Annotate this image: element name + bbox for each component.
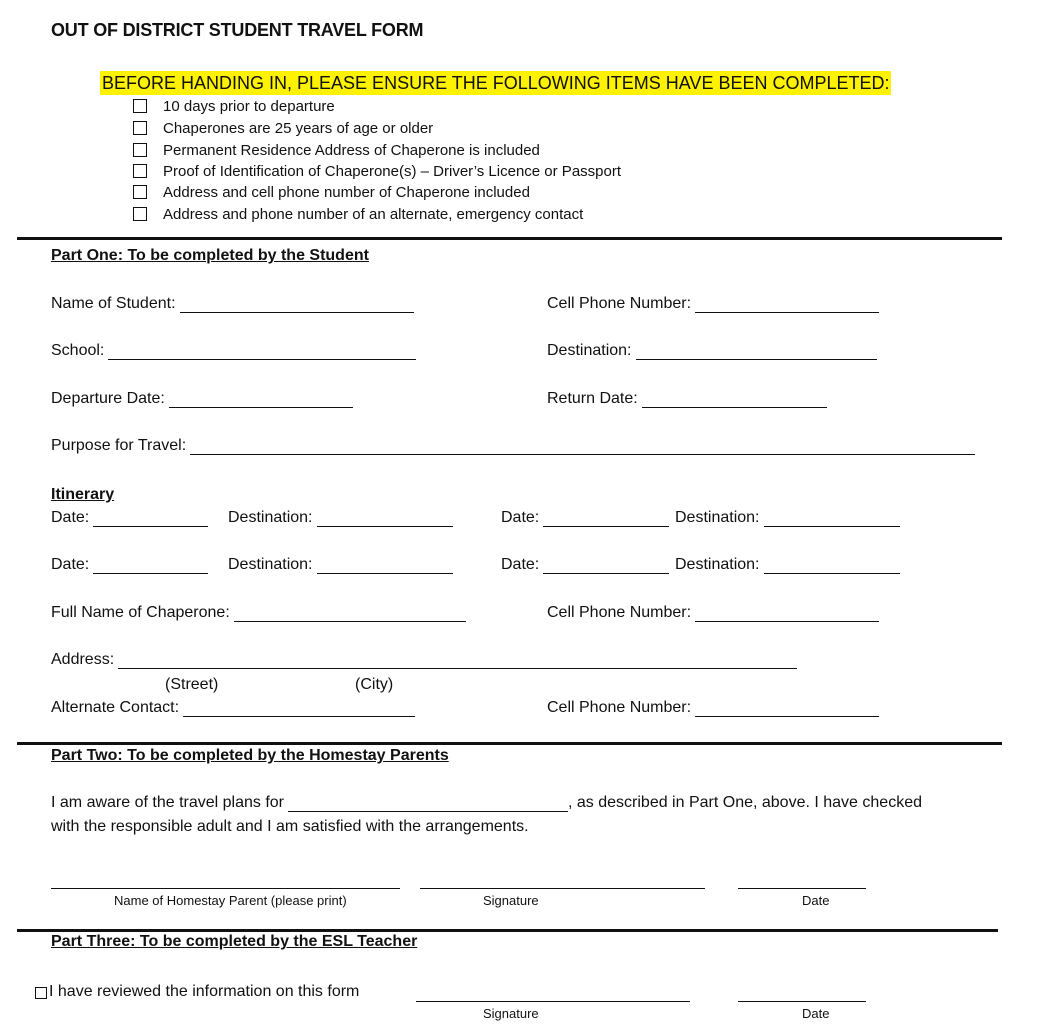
student-name-blank[interactable] — [288, 796, 568, 812]
student-name-label: Name of Student: — [51, 295, 176, 312]
itinerary-heading: Itinerary — [51, 486, 115, 503]
student-cell-field[interactable] — [547, 295, 879, 313]
purpose-field[interactable] — [51, 437, 975, 455]
purpose-input[interactable] — [190, 439, 975, 455]
checklist-item-label: Proof of Identification of Chaperone(s) – Driver’s Licence or Passport — [163, 162, 622, 180]
chaperone-name-field[interactable] — [51, 604, 466, 622]
itinerary-date-label: Date: — [51, 556, 90, 573]
part-one-heading: Part One: To be completed by the Student — [51, 247, 369, 264]
destination-field[interactable] — [547, 342, 877, 360]
checkbox[interactable] — [133, 99, 147, 113]
return-date-input[interactable] — [642, 392, 827, 408]
alternate-contact-input[interactable] — [183, 701, 415, 717]
itinerary-date-input[interactable] — [93, 558, 208, 574]
part-two-heading: Part Two: To be completed by the Homestay Parents — [51, 747, 449, 764]
itinerary-destination-label: Destination: — [228, 509, 313, 526]
itinerary-date-label: Date: — [51, 509, 90, 526]
checkbox[interactable] — [133, 121, 147, 135]
alternate-cell-label: Cell Phone Number: — [547, 699, 692, 716]
homestay-signature-caption: Signature — [483, 893, 539, 908]
purpose-label: Purpose for Travel: — [51, 437, 187, 454]
departure-date-label: Departure Date: — [51, 390, 165, 407]
student-cell-input[interactable] — [695, 297, 879, 313]
itinerary-destination-input[interactable] — [764, 511, 900, 527]
student-cell-label: Cell Phone Number: — [547, 295, 692, 312]
return-date-label: Return Date: — [547, 390, 638, 407]
review-text: I have reviewed the information on this form — [49, 983, 360, 1000]
checklist-item[interactable] — [133, 118, 433, 138]
travel-plans-statement — [51, 794, 922, 812]
itinerary-destination-field[interactable] — [228, 556, 453, 574]
chaperone-name-input[interactable] — [234, 606, 466, 622]
travel-plans-text-b: , as described in Part One, above. I have checked — [568, 794, 922, 811]
itinerary-date-field[interactable] — [51, 556, 208, 574]
itinerary-date-field[interactable] — [501, 556, 669, 574]
itinerary-destination-input[interactable] — [764, 558, 900, 574]
teacher-review-row[interactable] — [35, 983, 359, 1001]
itinerary-date-input[interactable] — [543, 511, 669, 527]
checklist-item-label: 10 days prior to departure — [163, 97, 335, 115]
section-divider — [17, 237, 1002, 240]
itinerary-destination-label: Destination: — [675, 556, 760, 573]
address-field[interactable] — [51, 651, 797, 669]
section-divider — [17, 929, 998, 932]
checklist-item-label: Address and cell phone number of Chaperone included — [163, 183, 530, 201]
destination-input[interactable] — [636, 344, 877, 360]
checklist-item[interactable] — [133, 204, 583, 224]
teacher-signature-line[interactable] — [416, 986, 690, 1002]
itinerary-date-label: Date: — [501, 556, 540, 573]
alternate-cell-input[interactable] — [695, 701, 879, 717]
checkbox[interactable] — [133, 207, 147, 221]
chaperone-cell-field[interactable] — [547, 604, 879, 622]
checklist-item[interactable] — [133, 96, 335, 116]
itinerary-destination-field[interactable] — [228, 509, 453, 527]
itinerary-destination-input[interactable] — [317, 558, 453, 574]
itinerary-destination-field[interactable] — [675, 556, 900, 574]
destination-label: Destination: — [547, 342, 632, 359]
homestay-signature-line[interactable] — [420, 873, 705, 889]
checkbox[interactable] — [133, 164, 147, 178]
street-caption: (Street) — [165, 676, 219, 693]
checkbox[interactable] — [133, 143, 147, 157]
instruction-highlight: BEFORE HANDING IN, PLEASE ENSURE THE FOLLOWING ITEMS HAVE BEEN COMPLETED: — [102, 73, 890, 93]
part-three-heading: Part Three: To be completed by the ESL Teacher — [51, 933, 418, 950]
section-divider — [17, 742, 1002, 745]
checklist-item-label: Address and phone number of an alternate, emergency contact — [163, 205, 584, 223]
itinerary-date-input[interactable] — [93, 511, 208, 527]
checklist-item[interactable] — [133, 140, 540, 160]
departure-date-field[interactable] — [51, 390, 353, 408]
homestay-parent-name-line[interactable] — [51, 873, 400, 889]
homestay-date-caption: Date — [802, 893, 830, 908]
checklist-item-label: Chaperones are 25 years of age or older — [163, 119, 434, 137]
checklist-item[interactable] — [133, 182, 530, 202]
teacher-date-line[interactable] — [738, 986, 866, 1002]
city-caption: (City) — [355, 676, 394, 693]
teacher-signature-caption: Signature — [483, 1006, 539, 1021]
form-title: OUT OF DISTRICT STUDENT TRAVEL FORM — [51, 20, 424, 40]
travel-plans-text-c: with the responsible adult and I am satisfied with the arrangements. — [51, 818, 529, 835]
school-label: School: — [51, 342, 105, 359]
teacher-date-caption: Date — [802, 1006, 830, 1021]
school-input[interactable] — [108, 344, 416, 360]
itinerary-destination-field[interactable] — [675, 509, 900, 527]
checklist-item[interactable] — [133, 161, 621, 181]
itinerary-date-label: Date: — [501, 509, 540, 526]
student-name-field[interactable] — [51, 295, 414, 313]
review-checkbox[interactable] — [35, 987, 47, 999]
school-field[interactable] — [51, 342, 416, 360]
address-input[interactable] — [118, 653, 797, 669]
return-date-field[interactable] — [547, 390, 827, 408]
itinerary-destination-label: Destination: — [228, 556, 313, 573]
student-name-input[interactable] — [180, 297, 414, 313]
itinerary-date-field[interactable] — [501, 509, 669, 527]
itinerary-destination-input[interactable] — [317, 511, 453, 527]
itinerary-date-field[interactable] — [51, 509, 208, 527]
checklist-item-label: Permanent Residence Address of Chaperone is included — [163, 141, 540, 159]
chaperone-name-label: Full Name of Chaperone: — [51, 604, 230, 621]
checkbox[interactable] — [133, 185, 147, 199]
chaperone-cell-input[interactable] — [695, 606, 879, 622]
itinerary-destination-label: Destination: — [675, 509, 760, 526]
alternate-cell-field[interactable] — [547, 699, 879, 717]
alternate-contact-label: Alternate Contact: — [51, 699, 180, 716]
itinerary-date-input[interactable] — [543, 558, 669, 574]
alternate-contact-field[interactable] — [51, 699, 415, 717]
departure-date-input[interactable] — [169, 392, 353, 408]
homestay-date-line[interactable] — [738, 873, 866, 889]
address-label: Address: — [51, 651, 115, 668]
homestay-parent-caption: Name of Homestay Parent (please print) — [114, 893, 347, 908]
chaperone-cell-label: Cell Phone Number: — [547, 604, 692, 621]
travel-plans-text-a: I am aware of the travel plans for — [51, 794, 284, 811]
